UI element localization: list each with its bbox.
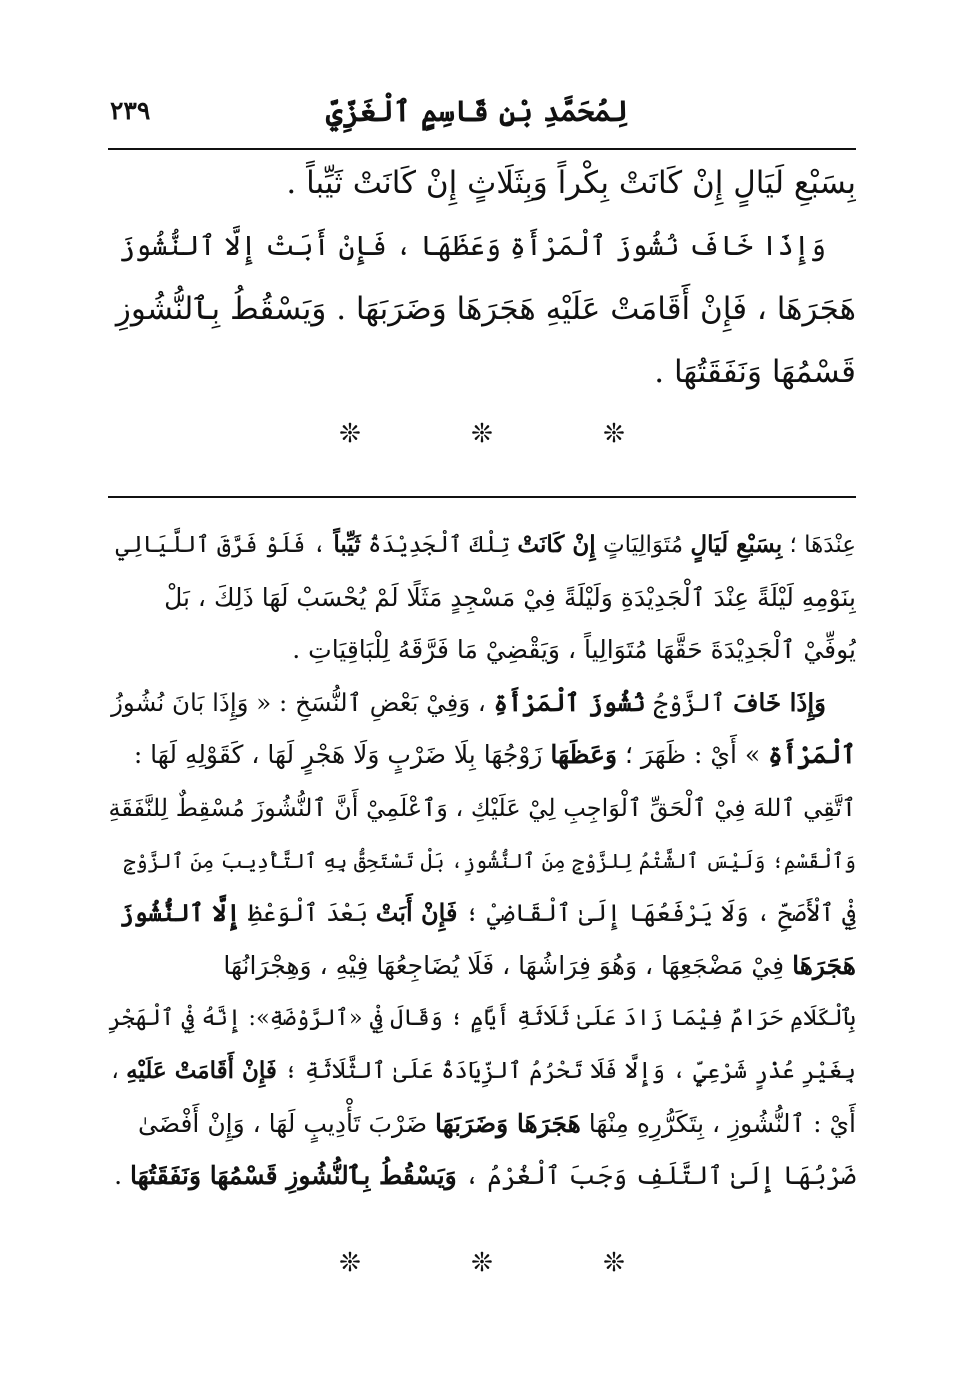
sharh-line: [108, 677, 856, 730]
sharh-text: ٱلزَّوْجُ: [645, 687, 734, 717]
sharh-line: [108, 887, 856, 940]
sharh-text: .: [114, 1161, 131, 1191]
matn-text: [108, 152, 856, 404]
running-header-title: لِمُحَمَّدِ بْنِ قَاسِمٍ ٱلْغَزِّيِّ: [325, 94, 628, 128]
sharh-commentary: [108, 519, 856, 1203]
sharh-text: مُتَوَالِيَاتٍ: [595, 532, 691, 558]
matn-quote-bold: ٱلْمَرْأَةِ: [768, 740, 856, 770]
star-ornament-icon: ❊: [603, 419, 625, 449]
section-separator-stars: [108, 419, 856, 449]
sharh-text: زَوْجُهَا بِلَا ضَرْبٍ وَلَا هَجْرٍ لَهَا ، كَقَوْلِهِ لَهَا :: [133, 740, 551, 770]
matn-line: بِسَبْعِ لَيَالٍ إِنْ كَانَتْ بِكْراً وَبِثَلَاثٍ إِنْ كَانَتْ ثَيِّباً .: [286, 165, 856, 201]
matn-quote-bold: وَيَسْقُطُ بِٱلنُّشُوزِ قَسْمُهَا وَنَفَقَتُهَا: [130, 1161, 457, 1191]
header-rule: [108, 148, 856, 150]
sharh-text: بِٱلْكَلَامِ حَرَامٌ فِيْمَا زَادَ عَلَىٰ ثَلَاثَةِ أَيَّامٍ ؛ وَقَالَ فِيْ «ٱلرَّوْضَةِ»: إِنَّهُ فِيْ ٱلْهَجْرِ: [108, 1005, 856, 1032]
sharh-text: تِلْكَ ٱلْجَدِيْدَةُ: [360, 532, 518, 558]
sharh-text: ،: [111, 1057, 127, 1084]
matn-quote-bold: بِسَبْعِ لَيَالٍ: [690, 531, 783, 558]
matn-quote-bold: هَجَرَهَا: [792, 950, 856, 980]
sharh-text: ، وَفِيْ بَعْضِ ٱلنُّسَخِ : « وَإِذَا بَانَ نُشُوزُ: [111, 687, 494, 717]
sharh-text: فِيْ مَضْجَعِهَا ، وَهُوَ فِرَاشُهَا ، فَلَا يُضَاجِعُهَا فِيْهِ ، وَهِجْرَانُهَا: [223, 950, 793, 980]
section-separator-stars: [108, 1248, 856, 1278]
sharh-line: [108, 1150, 856, 1203]
matn-line: قَسْمُهَا وَنَفَقَتُهَا .: [654, 354, 856, 390]
star-ornament-icon: ❊: [339, 419, 361, 449]
star-ornament-icon: ❊: [471, 419, 493, 449]
sharh-line: [108, 624, 856, 677]
sharh-line: [108, 572, 856, 625]
star-ornament-icon: ❊: [603, 1248, 625, 1278]
sharh-text: أَيْ : ٱلنُّشُوزِ ، بِتَكَرُّرِهِ مِنْهَا: [580, 1108, 856, 1138]
page-number: ٢٣٩: [110, 96, 151, 125]
matn-quote-bold: إِلَّا ٱلنُّشُوزَ: [119, 898, 241, 928]
sharh-text: عِنْدَهَا ؛: [782, 532, 856, 558]
matn-quote-bold: إِنْ كَانَتْ: [517, 531, 596, 558]
sharh-text: ضَرْبُهَا إِلَىٰ ٱلتَّلَفِ وَجَبَ ٱلْغُرْمُ ،: [456, 1161, 856, 1191]
sharh-text: فِيْ ٱلْأَصَحِّ ، وَلَا يَرْفَعُهَا إِلَىٰ ٱلْقَاضِيْ ؛: [457, 899, 856, 928]
sharh-line: [108, 729, 856, 782]
matn-quote-bold: وَإِذَا خَافَ: [733, 687, 826, 717]
matn-line: هَجَرَهَا ، فَإِنْ أَقَامَتْ عَلَيْهِ هَجَرَهَا وَضَرَبَهَا . وَيَسْقُطُ بِٱلنُّشُوزِ: [115, 291, 856, 327]
sharh-text: وَٱلْقَسْمِ؛ وَلَيْسَ ٱلشَّتْمُ لِلزَّوْجِ مِنَ ٱلنُّشُوزِ، بَلْ تَسْتَحِقُّ بِهِ ٱلتَّأْدِيبَ مِنَ ٱلزَّوْجِ: [123, 848, 856, 873]
sharh-text: بِنَوْمِهِ لَيْلَةً عِنْدَ ٱلْجَدِيْدَةِ وَلَيْلَةً فِيْ مَسْجِدٍ مَثَلًا لَمْ يُحْسَبْ لَهَا ذَلِكَ ، بَلْ: [164, 582, 856, 612]
sharh-line: [108, 519, 856, 572]
sharh-line: [108, 1045, 856, 1098]
matn-quote-bold: وَعَظَهَا: [550, 740, 618, 770]
sharh-text: ضَرْبَ تَأْدِيبٍ لَهَا ، وَإِنْ أَفْضَىٰ: [137, 1108, 436, 1138]
star-ornament-icon: ❊: [471, 1248, 493, 1278]
matn-quote-bold: نُشُوزَ ٱلْمَرْأَةِ: [493, 687, 646, 717]
sharh-line: [108, 1098, 856, 1151]
sharh-text: » أَيْ : ظَهَرَ ؛: [617, 740, 769, 770]
matn-quote-bold: فَإِنْ أَبَتْ: [375, 898, 458, 928]
running-header: [108, 92, 856, 140]
star-ornament-icon: ❊: [339, 1248, 361, 1278]
sharh-text: بَعْدَ ٱلْوَعْظِ: [240, 899, 376, 928]
sharh-line: [108, 940, 856, 993]
commentary-rule: [108, 496, 856, 498]
sharh-text: ٱتَّقِي ٱللهَ فِيْ ٱلْحَقِّ ٱلْوَاجِبِ لِيْ عَلَيْكِ ، وَٱعْلَمِيْ أَنَّ ٱلنُّشُوزَ مُسْقِطٌ لِلنَّفَقَةِ: [108, 793, 856, 822]
matn-line: وَإِذَا خَافَ نُشُوزَ ٱلْمَرْأَةِ وَعَظَهَا ، فَإِنْ أَبَتْ إِلَّا ٱلنُّشُوزَ: [118, 230, 826, 262]
sharh-text: بِغَيْرِ عُذْرٍ شَرْعِيٍّ ، وَإِلَّا فَلَا تَحْرُمُ ٱلزِّيَادَةُ عَلَىٰ ٱلثَّلَاثَةِ ؛: [276, 1057, 856, 1084]
sharh-text: يُوفِّيْ ٱلْجَدِيْدَةَ حَقَّهَا مُتَوَالِياً ، وَيَقْضِيْ مَا فَرَّقَهُ لِلْبَاقِيَاتِ .: [292, 635, 856, 665]
sharh-line: [108, 782, 856, 835]
matn-quote-bold: ثَيِّباً: [333, 531, 361, 558]
sharh-line: [108, 835, 856, 888]
matn-quote-bold: هَجَرَهَا وَضَرَبَهَا: [435, 1108, 581, 1138]
matn-quote-bold: فَإِنْ أَقَامَتْ عَلَيْهِ: [126, 1056, 277, 1084]
sharh-line: [108, 992, 856, 1045]
sharh-text: ، فَلَوْ فَرَّقَ ٱللَّيَالِي: [115, 532, 334, 558]
